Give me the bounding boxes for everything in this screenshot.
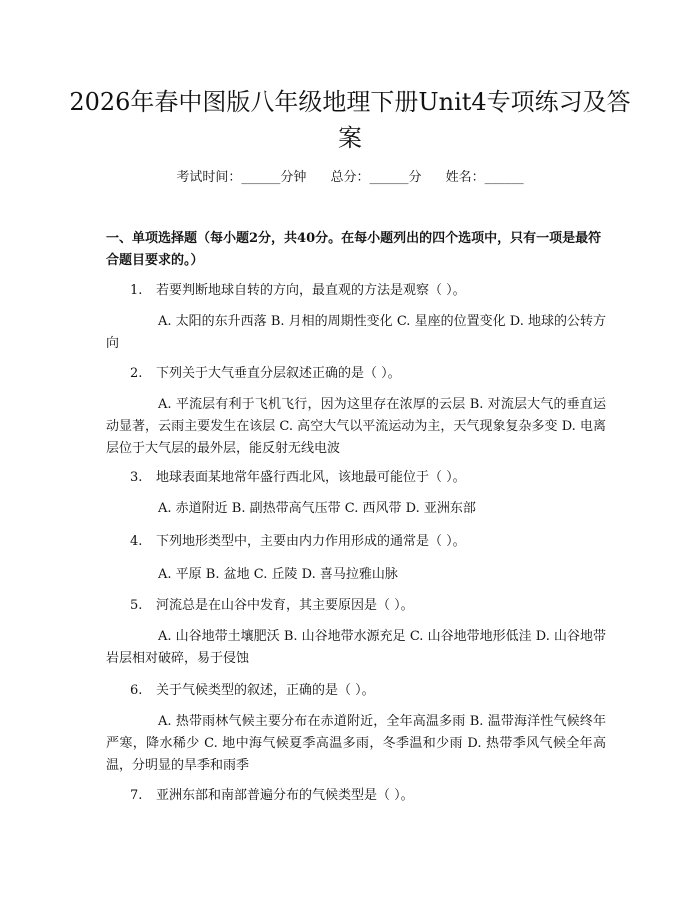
question-stem (106, 680, 606, 702)
question-options: A. 赤道附近 B. 副热带高气压带 C. 西风带 D. 亚洲东部 (158, 501, 476, 516)
question-stem (106, 280, 606, 302)
total-score-field: 总分：______分 (330, 170, 422, 185)
question-text: 关于气候类型的叙述，正确的是（ ）。 (156, 683, 375, 698)
question-stem (106, 467, 606, 489)
question-stem (106, 531, 606, 553)
question-number: 4. (130, 534, 143, 549)
name-field: 姓名：______ (445, 170, 524, 185)
question-options: A. 热带雨林气候主要分布在赤道附近，全年高温多雨 B. 温带海洋性气候终年严寒，降水稀少 C. 地中海气候夏季高温多雨，冬季温和少雨 D. 热带季风气候全年高温，分明显的旱季和雨季 (106, 714, 606, 773)
question-options: A. 太阳的东升西落 B. 月相的周期性变化 C. 星座的位置变化 D. 地球的公转方向 (106, 314, 606, 351)
question-number: 6. (130, 683, 143, 698)
question-text: 若要判断地球自转的方向，最直观的方法是观察（ ）。 (156, 283, 466, 298)
question-options: A. 平流层有利于飞机飞行，因为这里存在浓厚的云层 B. 对流层大气的垂直运动显著，云雨主要发生在该层 C. 高空大气以平流运动为主，天气现象复杂多变 D. 电离层位于大气层的最外层，能反射无线电波 (106, 397, 606, 456)
question-text: 下列关于大气垂直分层叙述正确的是（ ）。 (156, 366, 401, 381)
exam-info-line (0, 168, 700, 188)
document-title: 2026年春中图版八年级地理下册Unit4专项练习及答案 (69, 88, 631, 152)
question-number: 2. (130, 366, 143, 381)
question-text: 河流总是在山谷中发育，其主要原因是（ ）。 (156, 598, 414, 613)
question-text: 下列地形类型中，主要由内力作用形成的通常是（ ）。 (156, 534, 466, 549)
section-heading: 一、单项选择题（每小题2分，共40分。在每小题列出的四个选项中，只有一项是最符合题目要求的。） (106, 231, 602, 268)
question-options: A. 山谷地带土壤肥沃 B. 山谷地带水源充足 C. 山谷地带地形低洼 D. 山谷地带岩层相对破碎，易于侵蚀 (106, 629, 606, 666)
question-number: 3. (130, 470, 143, 485)
question-number: 5. (130, 598, 143, 613)
question-stem (106, 595, 606, 617)
question-number: 7. (130, 788, 143, 803)
question-options: A. 平原 B. 盆地 C. 丘陵 D. 喜马拉雅山脉 (158, 567, 398, 582)
question-stem (106, 363, 606, 385)
question-stem (106, 785, 606, 807)
question-number: 1. (130, 283, 143, 298)
question-text: 地球表面某地常年盛行西北风，该地最可能位于（ ）。 (156, 470, 466, 485)
question-text: 亚洲东部和南部普遍分布的气候类型是（ ）。 (156, 788, 414, 803)
exam-time-field: 考试时间：______分钟 (176, 170, 307, 185)
